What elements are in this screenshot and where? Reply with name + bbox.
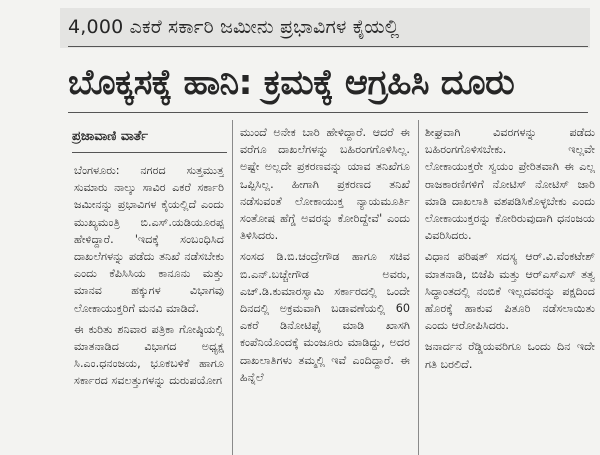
column-3-paragraph-2: ವಿಧಾನ ಪರಿಷತ್ ಸದಸ್ಯ ಆರ್.ವಿ.ವೆಂಕಟೇಶ್ ಮಾತನಾಡಿ, ಬಿಜೆಪಿ ಮತ್ತು ಆರ್‌ಎಸ್‌ಎಸ್ ತತ್ವ ಸಿದ್ಧಾಂತದಲ್ಲಿ ನಂಬಿಕೆ ಇಲ್ಲದವರನ್ನು ಪಕ್ಷದಿಂದ ಹೊರಕ್ಕೆ ಹಾಕುವ ಪಿತೂರಿ ನಡೆಸಲಾಯಿತು ಎಂದು ಆರೋಪಿಸಿದರು.: [425, 250, 595, 333]
byline: ಪ್ರಜಾವಾಣಿ ವಾರ್ತೆ: [72, 129, 148, 144]
column-3-paragraph-3: ಜನಾರ್ದನ ರೆಡ್ಡಿಯವರಿಗೂ ಒಂದು ದಿನ ಇದೇ ಗತಿ ಬರಲಿದೆ.: [425, 340, 595, 371]
column-rule-1: [232, 120, 233, 455]
column-3-paragraph-1: ಶೀಘ್ರವಾಗಿ ವಿವರಗಳನ್ನು ಪಡೆದು ಬಹಿರಂಗಗೊಳಿಸಬೇಕು. ಇಲ್ಲವೇ ಲೋಕಾಯುಕ್ತರೇ ಸ್ವಯಂ ಪ್ರೇರಿತವಾಗಿ ಈ ಎಲ್ಲ ರಾಜಕಾರಣಿಗಳಿಗೆ ನೋಟಿಸ್ ನೋಟಿಸ್ ಜಾರಿ ಮಾಡಿ ದಾಖಲಾತಿ ವಶಪಡಿಸಿಕೊಳ್ಳಬೇಕು ಎಂದು ಲೋಕಾಯುಕ್ತರನ್ನು ಕೋರಿರುವುದಾಗಿ ಧನಂಜಯ ವಿವರಿಸಿದರು.: [425, 126, 595, 243]
kicker-rule: [68, 46, 588, 47]
article-column-2: [240, 124, 410, 455]
article-column-3: [425, 124, 595, 455]
column-rule-2: [418, 120, 419, 455]
headline: ಬೊಕ್ಕಸಕ್ಕೆ ಹಾನಿ: ಕ್ರಮಕ್ಕೆ ಆಗ್ರಹಿಸಿ ದೂರು: [68, 63, 515, 103]
headline-rule: [68, 112, 588, 113]
column-1-paragraph-1: ಬೆಂಗಳೂರು: ನಗರದ ಸುತ್ತಮುತ್ತ ಸುಮಾರು ನಾಲ್ಕು ಸಾವಿರ ಎಕರೆ ಸರ್ಕಾರಿ ಜಮೀನನ್ನು ಪ್ರಭಾವಿಗಳ ಕೈಯಲ್ಲಿದೆ ಎಂದು ಮುಖ್ಯಮಂತ್ರಿ ಬಿ.ಎಸ್.ಯಡಿಯೂರಪ್ಪ ಹೇಳಿದ್ದಾರೆ. 'ಇದಕ್ಕೆ ಸಂಬಂಧಿಸಿದ ದಾಖಲೆಗಳನ್ನು ಪಡೆದು ತನಿಖೆ ನಡೆಸಬೇಕು ಎಂದು ಕೆಪಿಸಿಸಿಯ ಕಾನೂನು ಮತ್ತು ಮಾನವ ಹಕ್ಕುಗಳ ವಿಭಾಗವು ಲೋಕಾಯುಕ್ತರಿಗೆ ಮನವಿ ಮಾಡಿದೆ.: [74, 164, 224, 315]
article-column-1: [74, 162, 224, 455]
column-2-paragraph-1: ಮುಂದೆ ಅನೇಕ ಬಾರಿ ಹೇಳಿದ್ದಾರೆ. ಆದರೆ ಈ ವರೆಗೂ ದಾಖಲೆಗಳನ್ನು ಬಹಿರಂಗಗೊಳಿಸಿಲ್ಲ. ಅಷ್ಟೇ ಅಲ್ಲದೇ ಪ್ರಕರಣವನ್ನು ಯಾವ ತನಿಖೆಗೂ ಒಪ್ಪಿಸಿಲ್ಲ. ಹೀಗಾಗಿ ಪ್ರಕರಣದ ತನಿಖೆ ನಡೆಸುವಂತೆ ಲೋಕಾಯುಕ್ತ ನ್ಯಾಯಮೂರ್ತಿ ಸಂತೋಷ ಹೆಗ್ಡೆ ಅವರನ್ನು ಕೋರಿದ್ದೇವೆ' ಎಂದು ತಿಳಿಸಿದರು.: [240, 126, 410, 243]
kicker-line: 4,000 ಎಕರೆ ಸರ್ಕಾರಿ ಜಮೀನು ಪ್ರಭಾವಿಗಳ ಕೈಯಲ್ಲಿ: [68, 16, 400, 38]
column-2-paragraph-2: ಸಂಸದ ಡಿ.ಬಿ.ಚಂದ್ರೇಗೌಡ ಹಾಗೂ ಸಚಿವ ಬಿ.ಎನ್.ಬಚ್ಚೇಗೌಡ ಅವರು, ಎಚ್.ಡಿ.ಕುಮಾರಸ್ವಾಮಿ ಸರ್ಕಾರದಲ್ಲಿ ಒಂದೇ ದಿನದಲ್ಲಿ ಅಕ್ರಮವಾಗಿ ಬಡಾವಣೆಯಲ್ಲಿ 60 ಎಕರೆ ಡಿನೋಟಿಫೈ ಮಾಡಿ ಖಾಸಗಿ ಕಂಪೆನಿಯೊಂದಕ್ಕೆ ಮಂಜೂರು ಮಾಡಿದ್ದು, ಅದರ ದಾಖಲಾತಿಗಳು ತಮ್ಮಲ್ಲಿ ಇವೆ ಎಂದಿದ್ದಾರೆ. ಈ ಹಿನ್ನೆಲೆ: [240, 250, 410, 384]
byline-rule: [72, 152, 227, 153]
column-1-paragraph-2: ಈ ಕುರಿತು ಶನಿವಾರ ಪತ್ರಿಕಾ ಗೋಷ್ಠಿಯಲ್ಲಿ ಮಾತನಾಡಿದ ವಿಭಾಗದ ಅಧ್ಯಕ್ಷ ಸಿ.ಎಂ.ಧನಂಜಯ, ಭೂಕಬಳಿಕೆ ಹಾಗೂ ಸರ್ಕಾರದ ಸವಲತ್ತುಗಳನ್ನು ದುರುಪಯೋಗ: [74, 322, 224, 388]
